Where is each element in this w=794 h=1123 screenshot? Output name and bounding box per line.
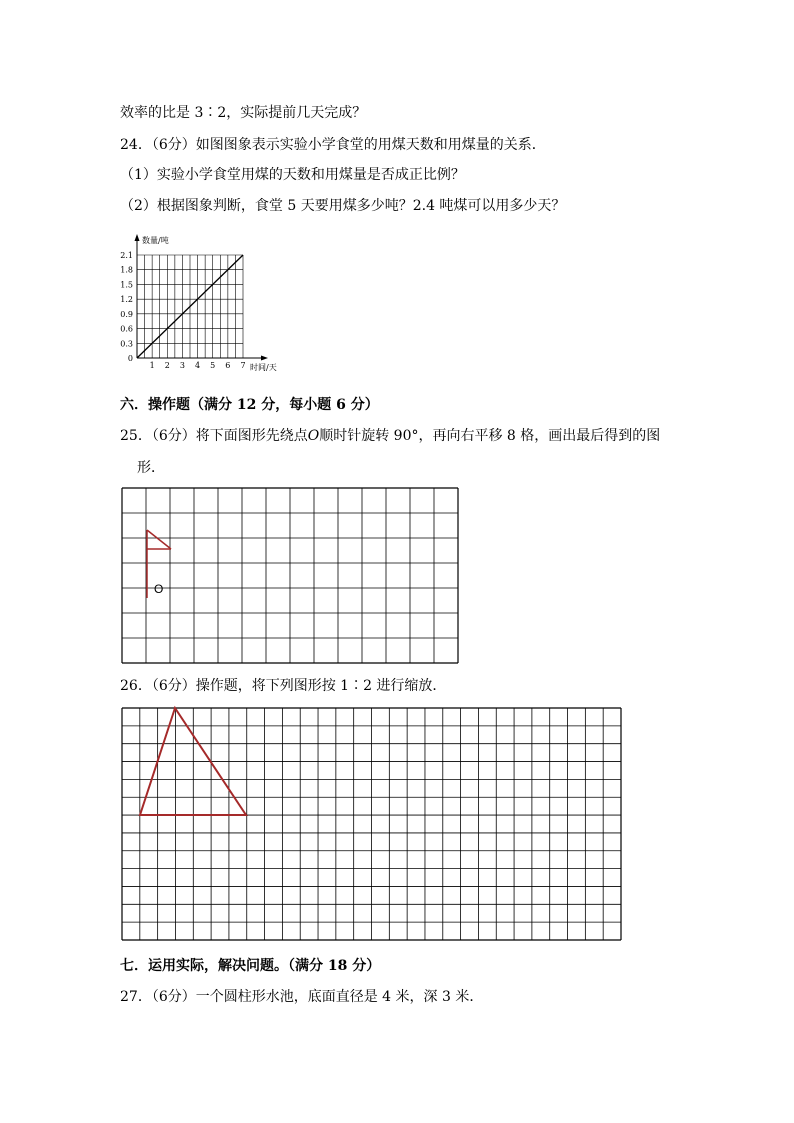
chart-y-tick-label: 1.5 [120,280,133,290]
chart-y-tick-label: 0.6 [120,324,133,334]
q25-line1-b: 顺时针旋转 90°，再向右平移 8 格，画出最后得到的图 [319,428,661,444]
q24-stem: 24．（6分）如图图象表示实验小学食堂的用煤天数和用煤量的关系． [120,137,546,153]
chart-y-tick-label: 2.1 [120,251,133,260]
q25-line1 [120,427,660,445]
q25-line1-a: 25．（6分）将下面图形先绕点 [120,428,308,444]
chart-y-tick-label: 1.8 [120,265,133,275]
q25-shape-diagonal [147,530,171,549]
chart-y-tick-label: 0 [127,354,133,363]
q27-text: 27．（6分）一个圆柱形水池，底面直径是 4 米，深 3 米． [120,989,484,1005]
section-6-title: 六．操作题（满分 12 分，每小题 6 分） [120,397,379,413]
chart-series [137,255,243,358]
chart-x-tick-label: 6 [225,361,231,370]
section-7-title: 七．运用实际，解决问题。（满分 18 分） [120,958,381,974]
q25-line2: 形． [137,460,165,476]
chart-x-tick-label: 1 [149,361,155,370]
q26-grid-lines [122,708,621,940]
q26-text: 26．（6分）操作题，将下列图形按 1∶2 进行缩放． [120,678,447,694]
q25-point-o: O [154,582,164,596]
q25-grid-lines [122,488,458,663]
q24-sub1: （1）实验小学食堂用煤的天数和用煤量是否成正比例？ [120,167,465,183]
chart-x-tick-label: 5 [210,361,216,370]
chart-axes [135,234,269,361]
q26-triangle [140,708,246,815]
chart-xlabel: 时间/天 [250,363,277,372]
q25-point-label: O [307,428,320,444]
chart-x-tick-label: 2 [164,361,170,370]
chart-x-tick-label: 4 [195,361,201,370]
q24-sub2: （2）根据图象判断，食堂 5 天要用煤多少吨？2.4 吨煤可以用多少天？ [120,198,566,214]
chart-ticks [120,251,245,370]
chart-y-tick-label: 0.3 [120,339,133,349]
chart-x-axis-arrow [261,356,268,361]
chart-x-tick-label: 3 [179,361,185,370]
chart-ylabel: 数量/吨 [142,236,169,245]
chart-y-axis-arrow [135,234,140,241]
chart-grid [137,255,243,358]
q23-tail-text: 效率的比是 3∶2，实际提前几天完成？ [120,105,367,121]
chart-x-tick-label: 7 [240,361,246,370]
chart-series-line [137,255,243,358]
chart-y-tick-label: 1.2 [120,295,133,305]
chart-y-tick-label: 0.9 [120,309,133,319]
